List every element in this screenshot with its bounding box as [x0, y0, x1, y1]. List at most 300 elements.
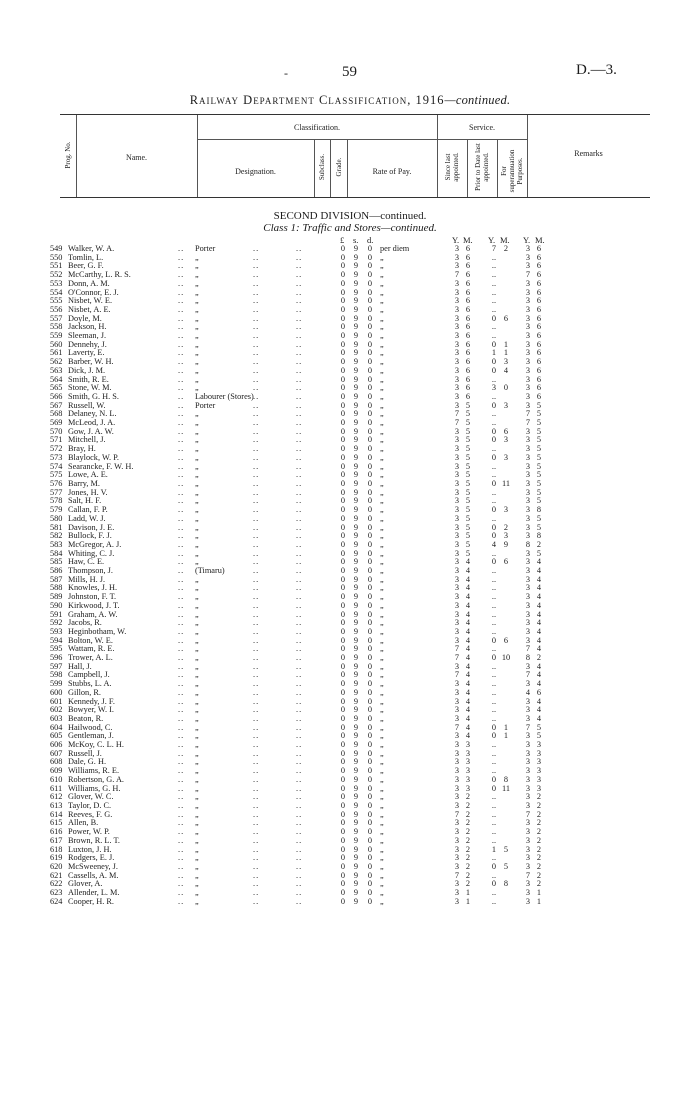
since-months: 5 — [465, 522, 471, 532]
super-months: 4 — [536, 670, 542, 680]
leader-dots: .. — [178, 818, 185, 828]
pay-pounds: 0 — [340, 383, 346, 393]
leader-dots: .. — [253, 270, 260, 280]
super-months: 4 — [536, 626, 542, 636]
leader-dots: .. — [253, 809, 260, 819]
since-years: 3 — [454, 844, 460, 854]
prog-number: 549 — [50, 244, 63, 253]
header-name: Name. — [125, 153, 148, 162]
prior-years: .. — [491, 322, 497, 332]
prior-years: 0 — [491, 861, 497, 871]
header-superannuation: For superannuation Purposes. — [500, 149, 524, 193]
designation: „ — [195, 600, 199, 610]
leader-dots: .. — [296, 757, 303, 767]
pay-shillings: 9 — [353, 783, 359, 793]
prior-years: 0 — [491, 557, 497, 567]
leader-dots: .. — [296, 365, 303, 375]
prior-years: 4 — [491, 539, 497, 549]
designation: „ — [195, 287, 199, 297]
pay-shillings: 9 — [353, 278, 359, 288]
pay-pounds: 0 — [340, 365, 346, 375]
leader-dots: .. — [178, 783, 185, 793]
leader-dots: .. — [178, 618, 185, 628]
employee-name: Delaney, N. L. — [68, 409, 117, 419]
super-years: 3 — [525, 391, 531, 401]
super-months: 6 — [536, 252, 542, 262]
employee-name: Reeves, F. G. — [68, 809, 113, 819]
since-years: 3 — [454, 618, 460, 628]
leader-dots: .. — [253, 870, 260, 880]
employee-name: Nisbet, A. E. — [68, 304, 111, 314]
super-months: 6 — [536, 391, 542, 401]
since-years: 3 — [454, 296, 460, 306]
prog-number: 598 — [50, 670, 63, 680]
since-months: 6 — [465, 365, 471, 375]
header-designation: Designation. — [235, 167, 276, 176]
pay-pounds: 0 — [340, 278, 346, 288]
leader-dots: .. — [253, 548, 260, 558]
super-years: 3 — [525, 757, 531, 767]
pay-pence: 0 — [367, 888, 373, 898]
prior-years: 0 — [491, 505, 497, 515]
leader-dots: .. — [296, 592, 303, 602]
pay-shillings: 9 — [353, 418, 359, 428]
header-service: Service. — [469, 123, 495, 132]
pay-pounds: 0 — [340, 818, 346, 828]
pay-period: „ — [380, 435, 384, 445]
pay-shillings: 9 — [353, 539, 359, 549]
leader-dots: .. — [253, 661, 260, 671]
employee-name: Donn, A. M. — [68, 278, 110, 288]
employee-name: Salt, H. F. — [68, 496, 102, 506]
pay-pence: 0 — [367, 348, 373, 358]
prior-years: 7 — [491, 244, 497, 253]
super-months: 4 — [536, 618, 542, 628]
prog-number: 608 — [50, 757, 63, 767]
since-years: 3 — [454, 766, 460, 776]
employee-name: Lowe, A. E. — [68, 470, 108, 480]
since-months: 5 — [465, 435, 471, 445]
pay-pence: 0 — [367, 444, 373, 454]
employee-name: Glover, W. C. — [68, 792, 114, 802]
leader-dots: .. — [296, 679, 303, 689]
designation: „ — [195, 313, 199, 323]
since-months: 5 — [465, 444, 471, 454]
prog-number: 594 — [50, 635, 63, 645]
since-months: 2 — [465, 844, 471, 854]
pay-shillings: 9 — [353, 374, 359, 384]
designation: „ — [195, 513, 199, 523]
super-months: 6 — [536, 331, 542, 341]
prog-number: 571 — [50, 435, 63, 445]
prior-months: 3 — [503, 531, 509, 541]
super-months: 2 — [536, 792, 542, 802]
pay-pence: 0 — [367, 870, 373, 880]
designation: „ — [195, 679, 199, 689]
prog-number: 577 — [50, 487, 63, 497]
designation: „ — [195, 644, 199, 654]
designation: „ — [195, 870, 199, 880]
super-years: 7 — [525, 418, 531, 428]
since-years: 3 — [454, 731, 460, 741]
prog-number: 621 — [50, 870, 63, 880]
leader-dots: .. — [296, 296, 303, 306]
leader-dots: .. — [296, 452, 303, 462]
leader-dots: .. — [178, 470, 185, 480]
employee-name: Ladd, W. J. — [68, 513, 106, 523]
leader-dots: .. — [296, 244, 303, 253]
designation: „ — [195, 844, 199, 854]
pay-pence: 0 — [367, 757, 373, 767]
leader-dots: .. — [178, 461, 185, 471]
leader-dots: .. — [296, 766, 303, 776]
leader-dots: .. — [296, 827, 303, 837]
leader-dots: .. — [296, 600, 303, 610]
since-years: 3 — [454, 635, 460, 645]
leader-dots: .. — [178, 592, 185, 602]
super-years: 3 — [525, 818, 531, 828]
pay-pence: 0 — [367, 452, 373, 462]
employee-name: McCarthy, L. R. S. — [68, 270, 131, 280]
table-row — [0, 245, 700, 254]
pay-pence: 0 — [367, 574, 373, 584]
pay-period: „ — [380, 844, 384, 854]
pay-period: „ — [380, 252, 384, 262]
leader-dots: .. — [253, 313, 260, 323]
pay-shillings: 9 — [353, 296, 359, 306]
pay-period: „ — [380, 740, 384, 750]
since-years: 3 — [454, 600, 460, 610]
since-years: 3 — [454, 435, 460, 445]
leader-dots: .. — [296, 661, 303, 671]
since-months: 5 — [465, 461, 471, 471]
prior-years: .. — [491, 296, 497, 306]
leader-dots: .. — [253, 566, 260, 576]
leader-dots: .. — [253, 670, 260, 680]
pay-period: „ — [380, 557, 384, 567]
pay-pence: 0 — [367, 487, 373, 497]
prior-years: 0 — [491, 531, 497, 541]
leader-dots: .. — [178, 496, 185, 506]
pay-shillings: 9 — [353, 618, 359, 628]
super-years: 3 — [525, 679, 531, 689]
employee-name: Johnston, F. T. — [68, 592, 117, 602]
employee-name: Power, W. P. — [68, 827, 110, 837]
pay-pence: 0 — [367, 644, 373, 654]
pay-period: „ — [380, 670, 384, 680]
super-years: 3 — [525, 461, 531, 471]
prog-number: 609 — [50, 766, 63, 776]
employee-name: Mills, H. J. — [68, 574, 106, 584]
designation: „ — [195, 505, 199, 515]
leader-dots: .. — [178, 331, 185, 341]
pay-pounds: 0 — [340, 679, 346, 689]
since-years: 3 — [454, 383, 460, 393]
since-months: 4 — [465, 592, 471, 602]
super-years: 3 — [525, 426, 531, 436]
unit-months-since: M. — [463, 235, 473, 245]
super-years: 3 — [525, 853, 531, 863]
designation: „ — [195, 653, 199, 663]
designation: „ — [195, 792, 199, 802]
since-months: 4 — [465, 713, 471, 723]
prog-number: 605 — [50, 731, 63, 741]
employee-name: Kirkwood, J. T. — [68, 600, 120, 610]
since-months: 2 — [465, 827, 471, 837]
super-years: 3 — [525, 748, 531, 758]
prior-years: 0 — [491, 522, 497, 532]
leader-dots: .. — [178, 313, 185, 323]
leader-dots: .. — [178, 888, 185, 898]
since-years: 3 — [454, 313, 460, 323]
pay-pence: 0 — [367, 661, 373, 671]
pay-period: „ — [380, 583, 384, 593]
pay-pence: 0 — [367, 365, 373, 375]
super-years: 3 — [525, 505, 531, 515]
leader-dots: .. — [253, 827, 260, 837]
prog-number: 586 — [50, 566, 63, 576]
prior-years: 3 — [491, 383, 497, 393]
leader-dots: .. — [296, 818, 303, 828]
super-years: 3 — [525, 557, 531, 567]
leader-dots: .. — [296, 557, 303, 567]
pay-pence: 0 — [367, 583, 373, 593]
header-classification: Classification. — [294, 123, 340, 132]
super-years: 3 — [525, 313, 531, 323]
prior-years: .. — [491, 304, 497, 314]
designation: „ — [195, 713, 199, 723]
pay-shillings: 9 — [353, 391, 359, 401]
prior-years: 0 — [491, 731, 497, 741]
since-years: 3 — [454, 478, 460, 488]
since-months: 3 — [465, 774, 471, 784]
leader-dots: .. — [253, 879, 260, 889]
leader-dots: .. — [178, 870, 185, 880]
prog-number: 553 — [50, 278, 63, 288]
since-years: 3 — [454, 861, 460, 871]
pay-shillings: 9 — [353, 452, 359, 462]
leader-dots: .. — [178, 400, 185, 410]
pay-pounds: 0 — [340, 583, 346, 593]
super-months: 6 — [536, 374, 542, 384]
leader-dots: .. — [178, 687, 185, 697]
since-years: 3 — [454, 687, 460, 697]
pay-pounds: 0 — [340, 722, 346, 732]
designation: „ — [195, 339, 199, 349]
since-years: 3 — [454, 679, 460, 689]
pay-period: „ — [380, 888, 384, 898]
since-years: 3 — [454, 252, 460, 262]
pay-pence: 0 — [367, 261, 373, 271]
pay-shillings: 9 — [353, 496, 359, 506]
designation: „ — [195, 418, 199, 428]
prior-months: 8 — [503, 879, 509, 889]
pay-shillings: 9 — [353, 592, 359, 602]
employee-name: Tomlin, L. — [68, 252, 104, 262]
pay-pence: 0 — [367, 244, 373, 253]
header-prog-no: Prog. No. — [64, 141, 72, 169]
super-years: 3 — [525, 774, 531, 784]
leader-dots: .. — [178, 505, 185, 515]
pay-pounds: 0 — [340, 713, 346, 723]
pay-period: „ — [380, 270, 384, 280]
leader-dots: .. — [296, 461, 303, 471]
super-months: 5 — [536, 722, 542, 732]
leader-dots: .. — [178, 348, 185, 358]
pay-shillings: 9 — [353, 635, 359, 645]
table-row — [0, 654, 700, 663]
since-years: 3 — [454, 783, 460, 793]
employee-name: McSweeney, J. — [68, 861, 118, 871]
section-title: SECOND DIVISION—continued. — [273, 210, 427, 222]
leader-dots: .. — [253, 783, 260, 793]
employee-name: Bullock, F. J. — [68, 531, 112, 541]
unit-pence: d. — [367, 235, 374, 245]
super-years: 3 — [525, 304, 531, 314]
unit-years-since: Y. — [452, 235, 460, 245]
leader-dots: .. — [253, 409, 260, 419]
employee-name: Dick, J. M. — [68, 365, 106, 375]
super-years: 3 — [525, 322, 531, 332]
unit-years-super: Y. — [523, 235, 531, 245]
leader-dots: .. — [253, 539, 260, 549]
leader-dots: .. — [296, 879, 303, 889]
pay-period: „ — [380, 574, 384, 584]
designation: „ — [195, 409, 199, 419]
leader-dots: .. — [178, 513, 185, 523]
leader-dots: .. — [253, 618, 260, 628]
pay-shillings: 9 — [353, 531, 359, 541]
prior-years: .. — [491, 644, 497, 654]
leader-dots: .. — [253, 835, 260, 845]
employee-name: McKoy, C. L. H. — [68, 740, 124, 750]
since-years: 3 — [454, 365, 460, 375]
super-months: 4 — [536, 609, 542, 619]
pay-pence: 0 — [367, 505, 373, 515]
designation: Porter — [195, 400, 216, 410]
since-months: 3 — [465, 766, 471, 776]
employee-name: Hall, J. — [68, 661, 92, 671]
leader-dots: .. — [296, 496, 303, 506]
leader-dots: .. — [296, 322, 303, 332]
header-subclass: Subclass. — [318, 153, 326, 181]
pay-pence: 0 — [367, 774, 373, 784]
employee-name: Bray, H. — [68, 444, 96, 454]
designation: „ — [195, 278, 199, 288]
pay-shillings: 9 — [353, 365, 359, 375]
prior-months: 0 — [503, 383, 509, 393]
super-years: 3 — [525, 287, 531, 297]
super-months: 2 — [536, 809, 542, 819]
designation: „ — [195, 261, 199, 271]
pay-pounds: 0 — [340, 548, 346, 558]
pay-pence: 0 — [367, 653, 373, 663]
pay-pounds: 0 — [340, 374, 346, 384]
since-years: 3 — [454, 287, 460, 297]
leader-dots: .. — [253, 296, 260, 306]
leader-dots: .. — [296, 418, 303, 428]
prog-number: 614 — [50, 809, 63, 819]
designation: „ — [195, 801, 199, 810]
since-years: 3 — [454, 400, 460, 410]
employee-name: Bolton, W. E. — [68, 635, 113, 645]
super-months: 6 — [536, 270, 542, 280]
since-months: 6 — [465, 374, 471, 384]
super-years: 3 — [525, 548, 531, 558]
leader-dots: .. — [178, 418, 185, 428]
since-years: 3 — [454, 278, 460, 288]
leader-dots: .. — [178, 722, 185, 732]
designation: „ — [195, 774, 199, 784]
prior-years: .. — [491, 548, 497, 558]
since-years: 3 — [454, 261, 460, 271]
pay-pence: 0 — [367, 383, 373, 393]
prior-years: .. — [491, 818, 497, 828]
leader-dots: .. — [253, 505, 260, 515]
since-years: 3 — [454, 853, 460, 863]
super-months: 2 — [536, 853, 542, 863]
leader-dots: .. — [253, 400, 260, 410]
designation: „ — [195, 592, 199, 602]
designation: „ — [195, 827, 199, 837]
leader-dots: .. — [253, 496, 260, 506]
prior-years: .. — [491, 566, 497, 576]
pay-pounds: 0 — [340, 809, 346, 819]
leader-dots: .. — [296, 548, 303, 558]
prior-years: .. — [491, 713, 497, 723]
pay-period: „ — [380, 391, 384, 401]
leader-dots: .. — [178, 487, 185, 497]
since-months: 6 — [465, 261, 471, 271]
prog-number: 570 — [50, 426, 63, 436]
leader-dots: .. — [253, 766, 260, 776]
since-months: 4 — [465, 583, 471, 593]
super-months: 5 — [536, 513, 542, 523]
leader-dots: .. — [253, 513, 260, 523]
pay-shillings: 9 — [353, 244, 359, 253]
super-months: 4 — [536, 557, 542, 567]
super-months: 2 — [536, 827, 542, 837]
table-row — [0, 471, 700, 480]
pay-pounds: 0 — [340, 400, 346, 410]
prog-number: 595 — [50, 644, 63, 654]
super-years: 3 — [525, 244, 531, 253]
super-years: 3 — [525, 801, 531, 810]
pay-pence: 0 — [367, 548, 373, 558]
since-years: 3 — [454, 539, 460, 549]
leader-dots: .. — [253, 278, 260, 288]
employee-name: Cooper, H. R. — [68, 896, 114, 906]
pay-pence: 0 — [367, 513, 373, 523]
prior-years: 0 — [491, 365, 497, 375]
super-months: 8 — [536, 531, 542, 541]
leader-dots: .. — [253, 748, 260, 758]
pay-pounds: 0 — [340, 670, 346, 680]
pay-period: „ — [380, 792, 384, 802]
pay-shillings: 9 — [353, 261, 359, 271]
table-row — [0, 611, 700, 620]
since-months: 4 — [465, 722, 471, 732]
prog-number: 550 — [50, 252, 63, 262]
super-months: 6 — [536, 304, 542, 314]
leader-dots: .. — [296, 896, 303, 906]
super-months: 2 — [536, 539, 542, 549]
leader-dots: .. — [296, 331, 303, 341]
super-years: 3 — [525, 713, 531, 723]
pay-pounds: 0 — [340, 496, 346, 506]
super-years: 3 — [525, 531, 531, 541]
leader-dots: .. — [296, 383, 303, 393]
